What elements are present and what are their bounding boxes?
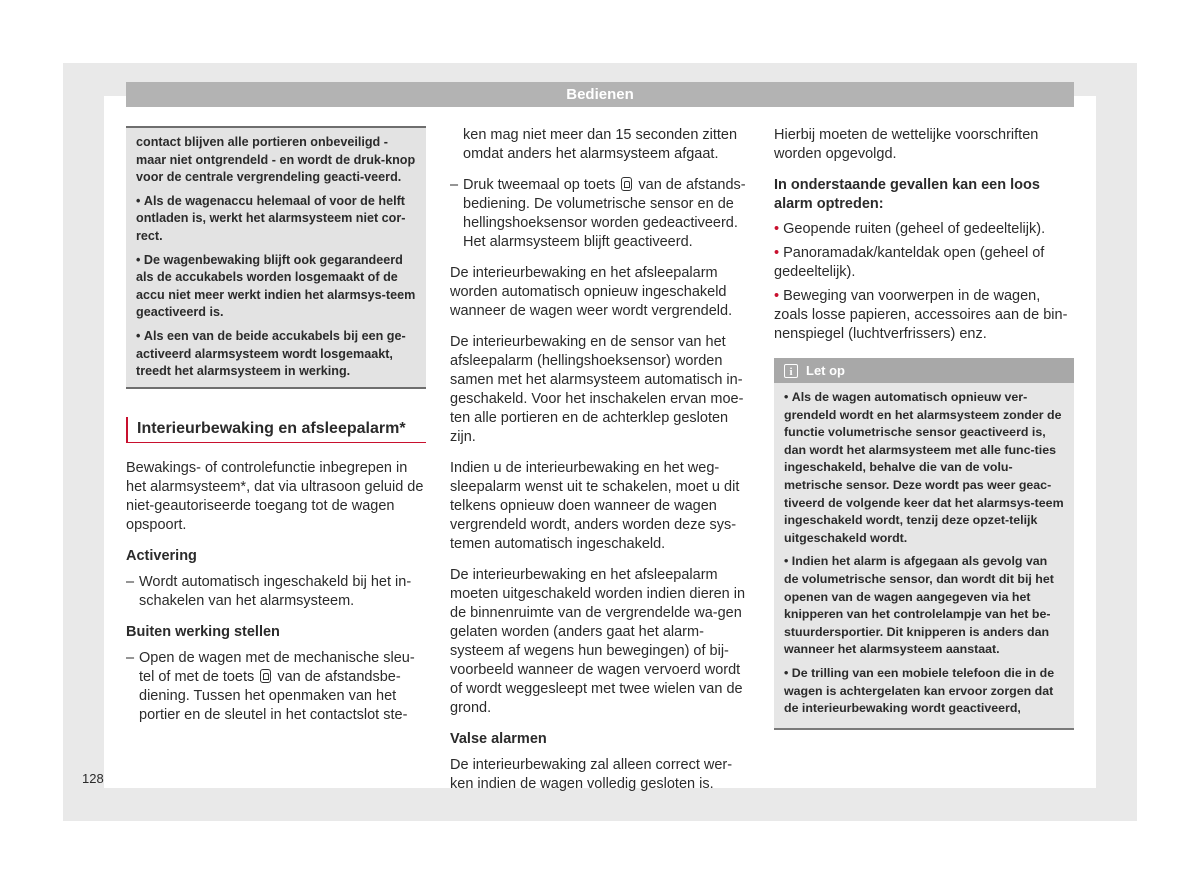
dash-marker: – (126, 649, 135, 666)
bullet-dot: • (774, 245, 780, 261)
subheading-valse-alarmen: Valse alarmen (450, 731, 547, 747)
list-item (126, 573, 426, 611)
subheading-activering: Activering (126, 547, 197, 564)
bullet-dot: • (774, 221, 780, 237)
note-item: • De trilling van een mobiele telefoon die in de wagen is achtergelaten kan ervoor zorgen dat de interieurbewaking wordt geactiveerd, (784, 665, 1064, 718)
list-item (126, 649, 426, 725)
note-body (774, 383, 1074, 728)
list-item (450, 176, 750, 252)
note-box (774, 358, 1074, 730)
column-3 (774, 126, 1074, 730)
subheading-loos-alarm: In onderstaande gevallen kan een loos alarm optreden: (774, 177, 1040, 212)
bullet-item: • Beweging van voorwerpen in de wagen, zoals losse papieren, accessoires aan de bin-nenspiegel (luchtverfrissers) enz. (774, 288, 1068, 342)
dash-marker: – (126, 573, 135, 590)
paragraph: Indien u de interieurbewaking en het weg-sleepalarm wenst uit te schakelen, moet u dit telkens opnieuw doen wanneer de wagen vergrendeld wordt, anders worden deze sys-temen automatisch ingeschakeld. (450, 460, 740, 552)
continued-text: ken mag niet meer dan 15 seconden zitten omdat anders het alarmsysteem afgaat. (463, 127, 738, 162)
bullet-item: • Geopende ruiten (geheel of gedeeltelijk). (774, 221, 1046, 237)
paragraph: De interieurbewaking en de sensor van het afsleepalarm (hellingshoeksensor) worden samen met het alarmsysteem automatisch in-geschakeld. Voor het inschakelen ervan moe-ten alle portieren en de achterklep gesloten zijn. (450, 334, 744, 445)
bullet-dot: • (774, 288, 780, 304)
paragraph: Hierbij moeten de wettelijke voorschriften worden opgevolgd. (774, 127, 1039, 162)
note-title: Let op (806, 363, 845, 378)
note-item: • Als de wagen automatisch opnieuw ver-grendeld wordt en het alarmsysteem zonder de functie volumetrische sensor geactiveerd is, dan wordt het alarmsysteem met alle func-ties ingeschakeld, behalve die van de volu-metrische sensor. Deze wordt pas weer geac-tiveerd de volgende keer dat het alarmsys-teem ingeschakeld wordt, tenzij deze opzet-telijk uitgeschakeld wordt. (784, 389, 1064, 547)
chapter-header: Bedienen (126, 82, 1074, 107)
warning-item: • Als de wagenaccu helemaal of voor de helft ontladen is, werkt het alarmsysteem niet cor-rect. (136, 193, 416, 246)
warning-item: • Als een van de beide accukabels bij een ge-activeerd alarmsysteem wordt losgemaakt, treedt het alarmsysteem in werking. (136, 328, 416, 381)
unlock-key-icon (260, 669, 271, 683)
warning-item: • De wagenbewaking blijft ook gegarandeerd als de accukabels worden losgemaakt of de accu niet meer werkt indien het alarmsys-teem geactiveerd is. (136, 252, 416, 322)
unlock-key-icon (621, 177, 632, 191)
warning-item: contact blijven alle portieren onbeveiligd - maar niet ontgrendeld - en wordt de druk-knop voor de centrale vergrendeling geacti-veerd. (136, 135, 416, 185)
page-number: 128 (82, 771, 104, 786)
subheading-buiten-werking: Buiten werking stellen (126, 623, 280, 640)
list-item-text: Druk tweemaal op toets van de afstands-bediening. De volumetrische sensor en de hellingshoeksensor worden gedeactiveerd. Het alarmsysteem blijft geactiveerd. (463, 177, 746, 250)
info-icon: i (784, 364, 798, 378)
paragraph: De interieurbewaking zal alleen correct wer-ken indien de wagen volledig gesloten is. (450, 757, 733, 792)
dash-marker: – (450, 177, 459, 193)
column-2 (450, 126, 750, 806)
warning-box (126, 126, 426, 389)
paragraph: De interieurbewaking en het afsleepalarm worden automatisch opnieuw ingeschakeld wanneer de wagen weer wordt vergrendeld. (450, 265, 733, 319)
list-item-text: Wordt automatisch ingeschakeld bij het in-schakelen van het alarmsysteem. (139, 573, 412, 609)
list-item-text: Open de wagen met de mechanische sleu-tel of met de toets van de afstandsbe-diening. Tussen het openmaken van het portier en de sleutel in het contactslot ste- (139, 649, 415, 723)
paragraph: De interieurbewaking en het afsleepalarm moeten uitgeschakeld worden indien dieren in de binnenruimte van de vergrendelde wa-gen gelaten worden (anders gaat het alarm-systeem af wegens hun bewegingen) of bij-voorbeeld wanneer de wagen vervoerd wordt of wordt weggesleept met twee wielen van de grond. (450, 567, 746, 716)
intro-paragraph: Bewakings- of controlefunctie inbegrepen in het alarmsysteem*, dat via ultrasoon geluid de niet-geautoriseerde toegang tot de wagen opspoort. (126, 459, 424, 533)
note-item: • Indien het alarm is afgegaan als gevolg van de volumetrische sensor, dan wordt dit bij het openen van de wagen aangegeven via het knipperen van het controlelampje van het be-stuurdersportier. Dit knipperen is anders dan wanneer het alarmsysteem aanstaat. (784, 553, 1064, 659)
section-title: Interieurbewaking en afsleepalarm* (126, 417, 426, 443)
column-1 (126, 126, 426, 737)
bullet-item: • Panoramadak/kanteldak open (geheel of gedeeltelijk). (774, 245, 1045, 280)
note-header (774, 358, 1074, 383)
